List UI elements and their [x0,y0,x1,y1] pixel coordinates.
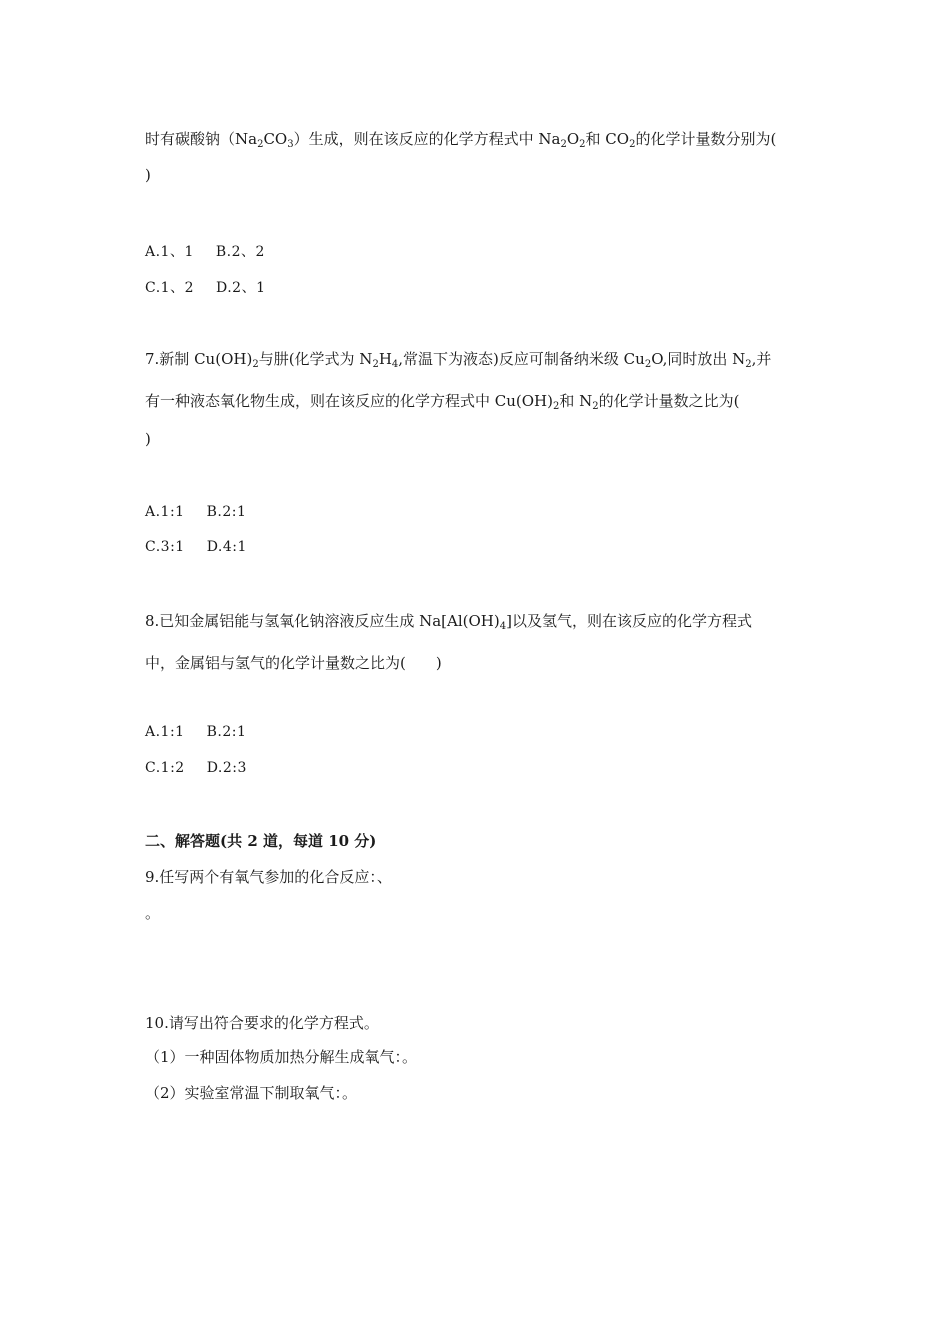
q7-option-c[interactable]: C.3:1 [145,539,185,555]
q8-line-1 [145,610,752,632]
q8-line-2: 中，金属铝与氢气的化学计量数之比为( ) [145,654,442,672]
q7-option-a[interactable]: A.1:1 [145,504,185,520]
subscript: 2 [629,139,636,150]
q10-part-1: （1）一种固体物质加热分解生成氧气：。 [145,1048,418,1066]
q6-options-row-1 [145,241,265,261]
q6-option-a[interactable]: A.1、1 [145,244,194,260]
q6-line-1 [145,128,776,150]
q7-option-b[interactable]: B.2:1 [206,504,247,520]
q7-options-row-2 [145,539,247,555]
section-heading: 二、解答题(共 2 道，每道 10 分) [145,832,377,850]
subscript: 3 [287,139,294,150]
q7-line-1 [145,348,771,370]
q10-line-1: 10.请写出符合要求的化学方程式。 [145,1014,379,1032]
q6-text: 和 CO [585,130,630,148]
q8-options-row-2 [145,760,247,776]
q7-text: 的化学计量数之比为( [598,392,740,410]
q7-text: 和 N [559,392,593,410]
subscript: 2 [592,401,599,412]
q6-text: CO [263,130,288,148]
q6-option-b[interactable]: B.2、2 [215,244,265,260]
q9-line-1: 9.任写两个有氧气参加的化合反应：、 [145,868,392,886]
q7-options-row-1 [145,504,246,520]
q8-option-d[interactable]: D.2:3 [206,760,247,776]
subscript: 2 [553,401,560,412]
subscript: 2 [372,359,379,370]
q10-part-2: （2）实验室常温下制取氧气：。 [145,1084,358,1102]
q7-text: ,并 [751,350,772,368]
q8-option-a[interactable]: A.1:1 [145,724,185,740]
q8-option-b[interactable]: B.2:1 [206,724,247,740]
subscript: 4 [499,621,507,632]
q7-text: O,同时放出 N [651,350,746,368]
q6-option-d[interactable]: D.2、1 [215,280,266,296]
subscript: 4 [391,359,399,370]
subscript: 2 [745,359,752,370]
subscript: 2 [644,359,652,370]
q8-text: ]以及氢气，则在该反应的化学方程式 [506,612,752,630]
subscript: 2 [560,139,567,150]
q9-line-2: 。 [145,904,161,922]
q7-option-d[interactable]: D.4:1 [206,539,247,555]
q7-text: ,常温下为液态)反应可制备纳米级 Cu [398,350,645,368]
q6-option-c[interactable]: C.1、2 [145,280,194,296]
q6-text: O [566,130,580,148]
q7-line-3: ) [145,430,151,448]
q8-options-row-1 [145,724,246,740]
q7-text: 与肼(化学式为 N [258,350,373,368]
q8-option-c[interactable]: C.1:2 [145,760,185,776]
q6-line-2: ) [145,166,151,184]
subscript: 2 [579,139,586,150]
subscript: 2 [252,359,259,370]
q6-text: ）生成，则在该反应的化学方程式中 Na [293,130,561,148]
q6-options-row-2 [145,277,265,297]
q6-text: 的化学计量数分别为( [635,130,777,148]
q6-text: 时有碳酸钠（Na [145,130,258,148]
subscript: 2 [257,139,264,150]
q7-text: H [378,350,392,368]
q7-line-2 [145,390,740,412]
q8-text: 8.已知金属铝能与氢氧化钠溶液反应生成 Na[Al(OH) [145,612,500,630]
q7-text: 有一种液态氧化物生成，则在该反应的化学方程式中 Cu(OH) [145,392,553,410]
q7-text: 7.新制 Cu(OH) [145,350,253,368]
